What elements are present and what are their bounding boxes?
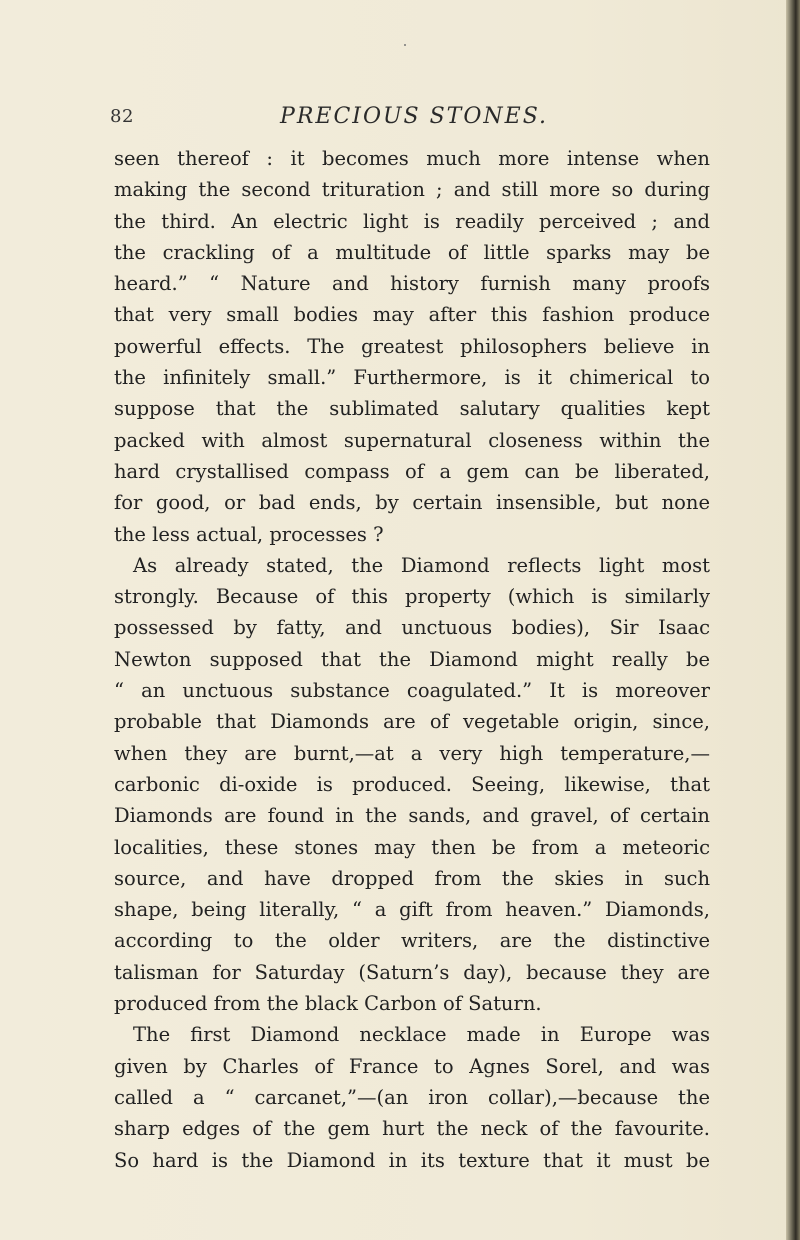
text-line: that very small bodies may after this fashion produce [114, 303, 710, 327]
text-line: strongly. Because of this property (which is similarly [114, 585, 710, 609]
text-line: Newton supposed that the Diamond might really be [114, 647, 710, 671]
page-number: 82 [110, 106, 134, 127]
text-line: packed with almost supernatural closeness within the [114, 428, 710, 452]
text-line: the less actual, processes ? [114, 522, 384, 546]
text-line: source, and have dropped from the skies in such [114, 866, 710, 890]
text-line: localities, these stones may then be from a meteoric [114, 835, 710, 859]
text-line: So hard is the Diamond in its texture that it must be [114, 1148, 710, 1172]
page-header [108, 104, 720, 134]
paragraph-start-line: The first Diamond necklace made in Europe was [133, 1023, 710, 1047]
text-line: given by Charles of France to Agnes Sorel, and was [114, 1054, 710, 1078]
text-line: “ an unctuous substance coagulated.” It is moreover [114, 679, 710, 703]
text-line: sharp edges of the gem hurt the neck of the favourite. [114, 1117, 710, 1141]
text-line: carbonic di-oxide is produced. Seeing, likewise, that [114, 772, 710, 796]
paragraph-start-line: As already stated, the Diamond reflects light most [133, 553, 710, 577]
book-spine-edge [786, 0, 800, 1240]
text-line: talisman for Saturday (Saturn’s day), because they are [114, 960, 710, 984]
text-line: Diamonds are found in the sands, and gravel, of certain [114, 804, 710, 828]
text-line: seen thereof : it becomes much more intense when [114, 147, 710, 170]
text-line: produced from the black Carbon of Saturn. [114, 992, 542, 1016]
paper-speck [404, 44, 406, 46]
text-line: suppose that the sublimated salutary qualities kept [114, 397, 710, 421]
text-line: powerful effects. The greatest philosophers believe in [114, 334, 710, 358]
text-line: the third. An electric light is readily perceived ; and [114, 209, 710, 233]
body-text [114, 143, 710, 1176]
text-line: probable that Diamonds are of vegetable origin, since, [114, 710, 710, 734]
text-line: when they are burnt,—at a very high temperature,— [114, 741, 710, 765]
text-line: the infinitely small.” Furthermore, is it chimerical to [114, 366, 710, 390]
text-line: hard crystallised compass of a gem can be liberated, [114, 459, 710, 483]
text-line: shape, being literally, “ a gift from heaven.” Diamonds, [114, 898, 710, 922]
running-head: PRECIOUS STONES. [280, 104, 548, 129]
text-line: the crackling of a multitude of little sparks may be [114, 240, 710, 264]
text-line: possessed by fatty, and unctuous bodies), Sir Isaac [114, 616, 710, 640]
text-line: according to the older writers, are the distinctive [114, 929, 710, 953]
text-line: for good, or bad ends, by certain insensible, but none [114, 491, 710, 515]
text-line: making the second trituration ; and still more so during [114, 178, 710, 202]
text-line: heard.” “ Nature and history furnish many proofs [114, 272, 710, 296]
text-line: called a “ carcanet,”—(an iron collar),—because the [114, 1085, 710, 1109]
